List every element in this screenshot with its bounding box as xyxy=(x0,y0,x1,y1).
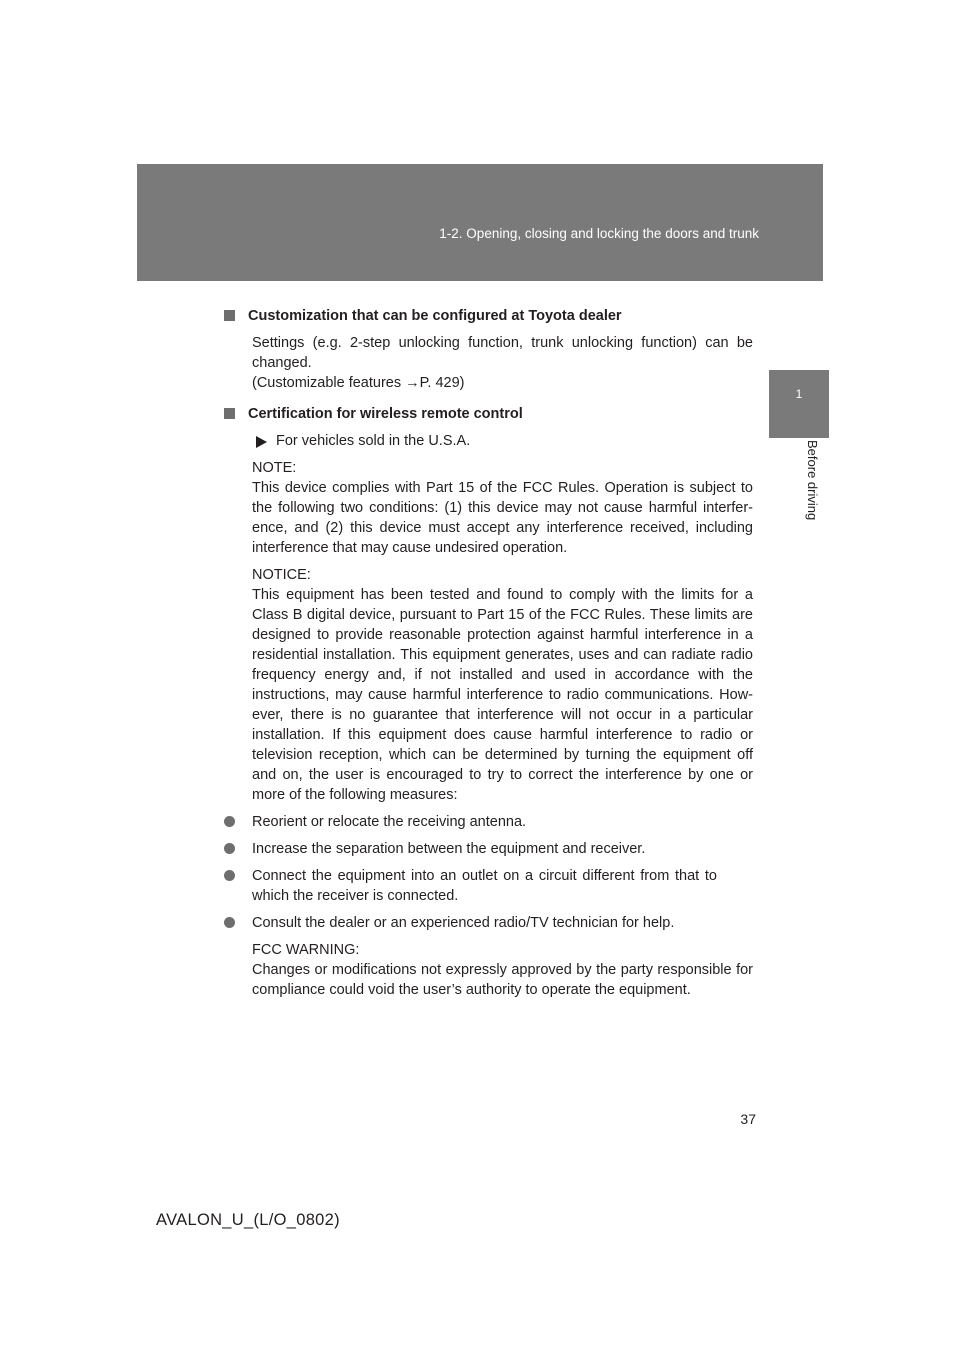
note-label: NOTE: xyxy=(252,460,297,476)
circle-bullet-icon xyxy=(224,917,235,928)
circle-bullet-icon xyxy=(224,870,235,881)
measure-text: Reorient or relocate the receiving antenna. xyxy=(252,814,527,830)
page-content xyxy=(224,306,753,1000)
notice-label: NOTICE: xyxy=(252,567,311,583)
section-title: 1-2. Opening, closing and locking the doors and trunk xyxy=(439,226,759,241)
circle-bullet-icon xyxy=(224,816,235,827)
chapter-number: 1 xyxy=(795,387,803,401)
customization-reference: (Customizable features →P. 429) xyxy=(252,375,465,391)
certification-heading-text: Certification for wireless remote control xyxy=(248,406,523,422)
list-item xyxy=(224,866,753,906)
customization-heading xyxy=(224,306,753,326)
triangle-marker-icon xyxy=(256,436,267,448)
region-line xyxy=(224,431,753,451)
square-bullet-icon xyxy=(224,310,235,321)
region-text: For vehicles sold in the U.S.A. xyxy=(276,433,471,449)
measure-text: Connect the equipment into an outlet on a circuit different from that to which the receiver is connected. xyxy=(252,868,717,904)
document-code: AVALON_U_(L/O_0802) xyxy=(156,1211,340,1229)
chapter-label: Before driving xyxy=(805,440,820,521)
warning-text: Changes or modifications not expressly approved by the party responsible for compliance could void the user’s authority to operate the equipment. xyxy=(252,962,753,998)
customization-heading-text: Customization that can be configured at Toyota dealer xyxy=(248,308,622,324)
list-item xyxy=(224,839,753,859)
measure-text: Increase the separation between the equipment and receiver. xyxy=(252,841,646,857)
certification-heading xyxy=(224,404,753,424)
circle-bullet-icon xyxy=(224,843,235,854)
section-header-band xyxy=(137,164,823,281)
note-text: This device complies with Part 15 of the FCC Rules. Operation is subject to the following two conditions: (1) this device may not cause harmful interfer- ence, and (2) this device must accept any interference received, including interference that may cause undesired operation. xyxy=(252,480,753,556)
warning-label: FCC WARNING: xyxy=(252,942,360,958)
list-item xyxy=(224,812,753,832)
measure-text: Consult the dealer or an experienced radio/TV technician for help. xyxy=(252,915,675,931)
list-item xyxy=(224,913,753,933)
page-number: 37 xyxy=(740,1111,756,1127)
square-bullet-icon xyxy=(224,408,235,419)
chapter-tab xyxy=(769,370,829,438)
customization-body: Settings (e.g. 2-step unlocking function, trunk unlocking function) can be changed. xyxy=(252,335,753,371)
notice-text: This equipment has been tested and found to comply with the limits for a Class B digital device, pursuant to Part 15 of the FCC Rules. These limits are designed to provide reasonable protection against harmful interference in a residential installation. This equipment generates, uses and can radiate radio frequency energy and, if not installed and used in accordance with the instructions, may cause harmful interference to radio communications. How- ever, there is no guarantee that interference will not occur in a particular installation. If this equipment does cause harmful interference to radio or television reception, which can be determined by turning the equipment off and on, the user is encouraged to try to correct the interference by one or more of the following measures: xyxy=(252,587,753,803)
